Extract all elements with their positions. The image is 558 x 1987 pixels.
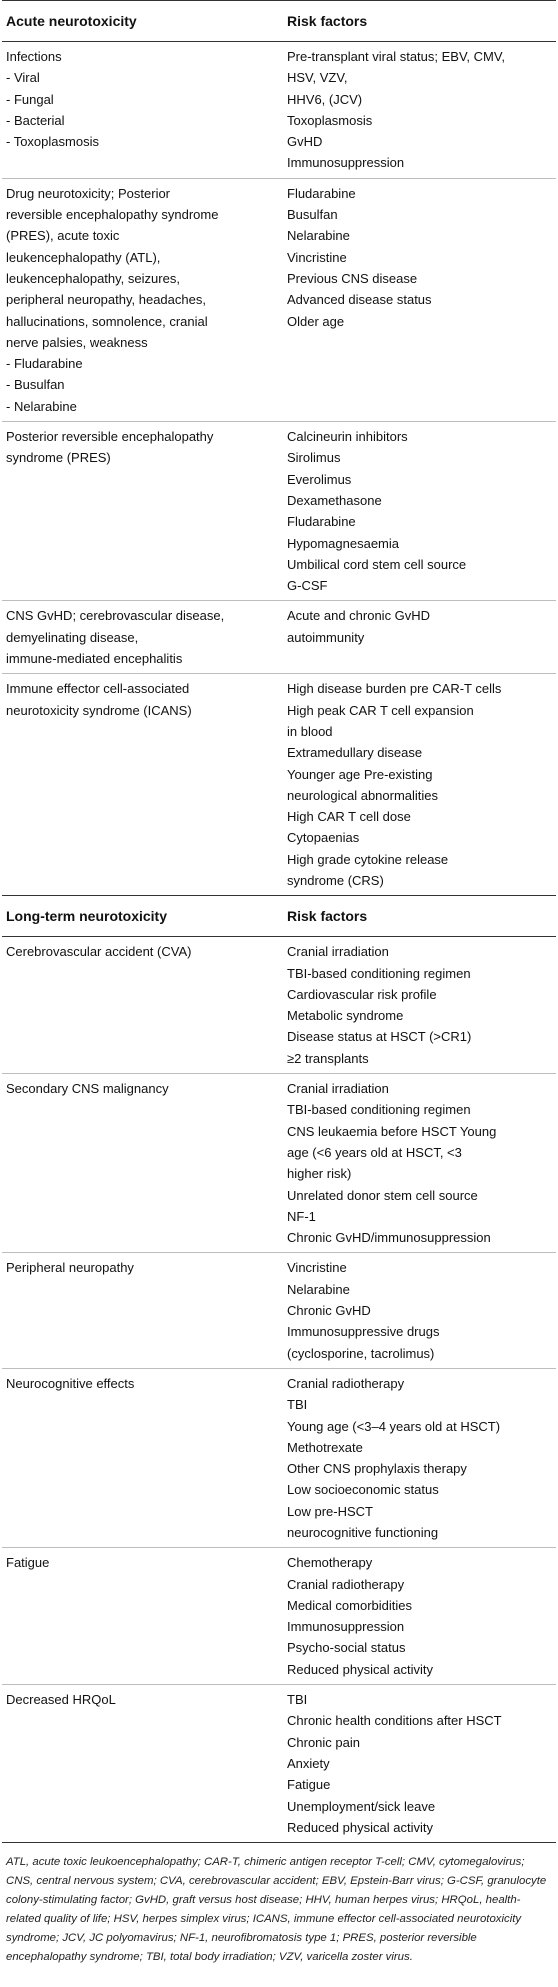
toxicity-line: reversible encephalopathy syndrome — [6, 207, 219, 223]
risk-factor-line: Anxiety — [287, 1755, 330, 1771]
risk-factor-line: TBI — [287, 1692, 308, 1708]
risk-factor-line: Chemotherapy — [287, 1555, 373, 1571]
risk-factor-line: Chronic GvHD — [287, 1303, 371, 1319]
toxicity-line: Fatigue — [6, 1555, 50, 1571]
risk-factor-line: Immunosuppression — [287, 1619, 405, 1635]
risk-factor-line: Fatigue — [287, 1777, 331, 1793]
risk-factor-line: High disease burden pre CAR-T cells — [287, 681, 502, 697]
risk-factor-line: Chronic health conditions after HSCT — [287, 1713, 502, 1729]
toxicity-line: Peripheral neuropathy — [6, 1260, 134, 1276]
longterm-header-section — [2, 896, 556, 937]
table-row — [2, 422, 556, 601]
toxicity-cell — [2, 674, 283, 896]
risk-factor-line: Pre-transplant viral status; EBV, CMV, — [287, 49, 505, 64]
risk-factors-cell — [283, 1368, 556, 1547]
risk-factor-line: Acute and chronic GvHD — [287, 608, 431, 624]
risk-factor-line: (cyclosporine, tacrolimus) — [287, 1345, 435, 1361]
risk-factor-line: Psycho-social status — [287, 1640, 406, 1656]
risk-factor-line: Cranial radiotherapy — [287, 1375, 405, 1391]
risk-factor-line: Cardiovascular risk profile — [287, 986, 437, 1002]
longterm-header-col1: Long-term neurotoxicity — [2, 896, 283, 937]
risk-factor-line: autoimmunity — [287, 629, 365, 645]
risk-factors-cell — [283, 178, 556, 421]
risk-factor-line: Chronic GvHD/immunosuppression — [287, 1230, 491, 1246]
acute-header-row — [2, 1, 556, 42]
table-row — [2, 1074, 556, 1253]
acute-header-col2: Risk factors — [283, 1, 556, 42]
risk-factor-line: Vincristine — [287, 1260, 347, 1276]
risk-factor-line: in blood — [287, 723, 333, 739]
risk-factor-line: Busulfan — [287, 207, 338, 223]
risk-factors-cell — [283, 1685, 556, 1843]
toxicity-line: Immune effector cell-associated — [6, 681, 190, 697]
risk-factor-line: Low socioeconomic status — [287, 1482, 439, 1498]
toxicity-line: leukencephalopathy (ATL), — [6, 249, 161, 265]
toxicity-line: Drug neurotoxicity; Posterior — [6, 185, 171, 201]
toxicity-line: Secondary CNS malignancy — [6, 1081, 169, 1097]
risk-factor-line: Reduced physical activity — [287, 1819, 433, 1835]
table-row — [2, 178, 556, 421]
toxicity-line: Decreased HRQoL — [6, 1692, 116, 1708]
risk-factor-line: TBI-based conditioning regimen — [287, 965, 471, 981]
risk-factor-line: Umbilical cord stem cell source — [287, 556, 467, 572]
risk-factor-line: ≥2 transplants — [287, 1050, 369, 1066]
acute-section — [2, 42, 556, 896]
toxicity-cell — [2, 937, 283, 1074]
risk-factor-line: Older age — [287, 313, 345, 329]
risk-factor-line: Reduced physical activity — [287, 1661, 433, 1677]
risk-factors-cell — [283, 674, 556, 896]
toxicity-cell — [2, 1685, 283, 1843]
risk-factor-line: G-CSF — [287, 578, 328, 594]
toxicity-line: demyelinating disease, — [6, 629, 139, 645]
risk-factor-line: Medical comorbidities — [287, 1597, 412, 1613]
risk-factor-line: Cranial irradiation — [287, 1081, 389, 1097]
risk-factor-line: Immunosuppression — [287, 155, 405, 171]
risk-factor-line: Nelarabine — [287, 1281, 350, 1297]
longterm-section — [2, 937, 556, 1843]
risk-factor-line: Low pre-HSCT — [287, 1503, 373, 1519]
risk-factor-line: High CAR T cell dose — [287, 809, 411, 825]
table-row — [2, 937, 556, 1074]
table-row — [2, 42, 556, 179]
toxicity-line: - Viral — [6, 70, 40, 86]
toxicity-line: Posterior reversible encephalopathy — [6, 429, 214, 445]
risk-factor-line: Sirolimus — [287, 450, 341, 466]
risk-factor-line: CNS leukaemia before HSCT Young — [287, 1123, 497, 1139]
longterm-header-col2: Risk factors — [283, 896, 556, 937]
risk-factor-line: Unemployment/sick leave — [287, 1798, 436, 1814]
risk-factor-line: Young age (<3–4 years old at HSCT) — [287, 1418, 501, 1434]
risk-factor-line: Hypomagnesaemia — [287, 535, 400, 551]
toxicity-line: - Nelarabine — [6, 398, 77, 414]
toxicity-line: - Busulfan — [6, 377, 65, 393]
risk-factor-line: Extramedullary disease — [287, 745, 423, 761]
toxicity-line: - Bacterial — [6, 112, 65, 128]
toxicity-line: syndrome (PRES) — [6, 450, 111, 466]
risk-factor-line: Everolimus — [287, 471, 352, 487]
toxicity-cell — [2, 178, 283, 421]
toxicity-line: - Toxoplasmosis — [6, 134, 99, 150]
acute-header-col1: Acute neurotoxicity — [2, 1, 283, 42]
risk-factor-line: HSV, VZV, — [287, 70, 348, 86]
toxicity-line: Infections — [6, 49, 62, 64]
toxicity-line: Cerebrovascular accident (CVA) — [6, 944, 192, 960]
toxicity-cell — [2, 1368, 283, 1547]
toxicity-cell — [2, 1074, 283, 1253]
table-row — [2, 1253, 556, 1368]
toxicity-line: immune-mediated encephalitis — [6, 651, 183, 667]
risk-factor-line: Unrelated donor stem cell source — [287, 1187, 478, 1203]
risk-factor-line: Metabolic syndrome — [287, 1008, 404, 1024]
risk-factors-cell — [283, 1548, 556, 1685]
risk-factor-line: TBI-based conditioning regimen — [287, 1102, 471, 1118]
neurotoxicity-table — [2, 0, 556, 1843]
risk-factor-line: neurocognitive functioning — [287, 1525, 439, 1540]
risk-factor-line: age (<6 years old at HSCT, <3 — [287, 1144, 462, 1160]
toxicity-cell — [2, 1548, 283, 1685]
risk-factor-line: Dexamethasone — [287, 492, 382, 508]
risk-factor-line: Cytopaenias — [287, 830, 360, 846]
toxicity-line: leukencephalopathy, seizures, — [6, 270, 180, 286]
risk-factor-line: Immunosuppressive drugs — [287, 1324, 440, 1340]
toxicity-cell — [2, 1253, 283, 1368]
risk-factor-line: Fludarabine — [287, 185, 356, 201]
toxicity-line: Neurocognitive effects — [6, 1375, 135, 1391]
risk-factor-line: Younger age Pre-existing — [287, 766, 433, 782]
risk-factors-cell — [283, 1253, 556, 1368]
table-row — [2, 1368, 556, 1547]
risk-factor-line: Other CNS prophylaxis therapy — [287, 1461, 467, 1477]
risk-factors-cell — [283, 422, 556, 601]
toxicity-line: CNS GvHD; cerebrovascular disease, — [6, 608, 225, 624]
table-row — [2, 601, 556, 674]
risk-factor-line: Disease status at HSCT (>CR1) — [287, 1029, 472, 1045]
toxicity-cell — [2, 42, 283, 179]
risk-factor-line: NF-1 — [287, 1208, 316, 1224]
risk-factor-line: Cranial radiotherapy — [287, 1576, 405, 1592]
toxicity-line: (PRES), acute toxic — [6, 228, 120, 244]
toxicity-line: - Fludarabine — [6, 356, 83, 372]
risk-factor-line: syndrome (CRS) — [287, 872, 384, 888]
risk-factor-line: Fludarabine — [287, 514, 356, 530]
toxicity-line: peripheral neuropathy, headaches, — [6, 292, 206, 308]
table-row — [2, 1548, 556, 1685]
risk-factor-line: higher risk) — [287, 1166, 352, 1182]
table-row — [2, 674, 556, 896]
risk-factor-table — [2, 0, 556, 1843]
risk-factor-line: Chronic pain — [287, 1734, 360, 1750]
risk-factor-line: Toxoplasmosis — [287, 112, 373, 128]
toxicity-line: neurotoxicity syndrome (ICANS) — [6, 702, 192, 718]
table-row — [2, 1685, 556, 1843]
toxicity-cell — [2, 601, 283, 674]
risk-factors-cell — [283, 937, 556, 1074]
risk-factors-cell — [283, 42, 556, 179]
risk-factor-line: HHV6, (JCV) — [287, 91, 363, 107]
risk-factor-line: neurological abnormalities — [287, 787, 439, 803]
toxicity-line: - Fungal — [6, 91, 54, 107]
risk-factors-cell — [283, 1074, 556, 1253]
risk-factor-line: Previous CNS disease — [287, 270, 418, 286]
risk-factor-line: Nelarabine — [287, 228, 350, 244]
risk-factor-line: Methotrexate — [287, 1439, 363, 1455]
risk-factor-line: High peak CAR T cell expansion — [287, 702, 474, 718]
risk-factor-line: Advanced disease status — [287, 292, 432, 308]
risk-factor-line: Calcineurin inhibitors — [287, 429, 408, 445]
table-footnote: ATL, acute toxic leukoencephalopathy; CAR-T, chimeric antigen receptor T-cell; CMV, cytomegalovirus; CNS, central nervous system; CVA, cerebrovascular accident; EBV, Epstein-Barr virus; G-CSF, granulocyte colony-stimulating factor; GvHD, graft versus host disease; HHV, human herpes virus; HRQoL, health-related quality of life; HSV, herpes simplex virus; ICANS, immune effector cell-associated neurotoxicity syndrome; JCV, JC polyomavirus; NF-1, neurofibromatosis type 1; PRES, posterior reversible encephalopathy syndrome; TBI, total body irradiation; VZV, varicella zoster virus. — [6, 1856, 547, 1964]
risk-factors-cell — [283, 601, 556, 674]
risk-factor-line: High grade cytokine release — [287, 851, 449, 867]
toxicity-line: hallucinations, somnolence, cranial — [6, 313, 208, 329]
longterm-header-row — [2, 896, 556, 937]
risk-factor-line: TBI — [287, 1397, 308, 1413]
toxicity-cell — [2, 422, 283, 601]
risk-factor-line: Cranial irradiation — [287, 944, 389, 960]
risk-factor-line: Vincristine — [287, 249, 347, 265]
risk-factor-line: GvHD — [287, 134, 323, 150]
toxicity-line: nerve palsies, weakness — [6, 334, 148, 350]
